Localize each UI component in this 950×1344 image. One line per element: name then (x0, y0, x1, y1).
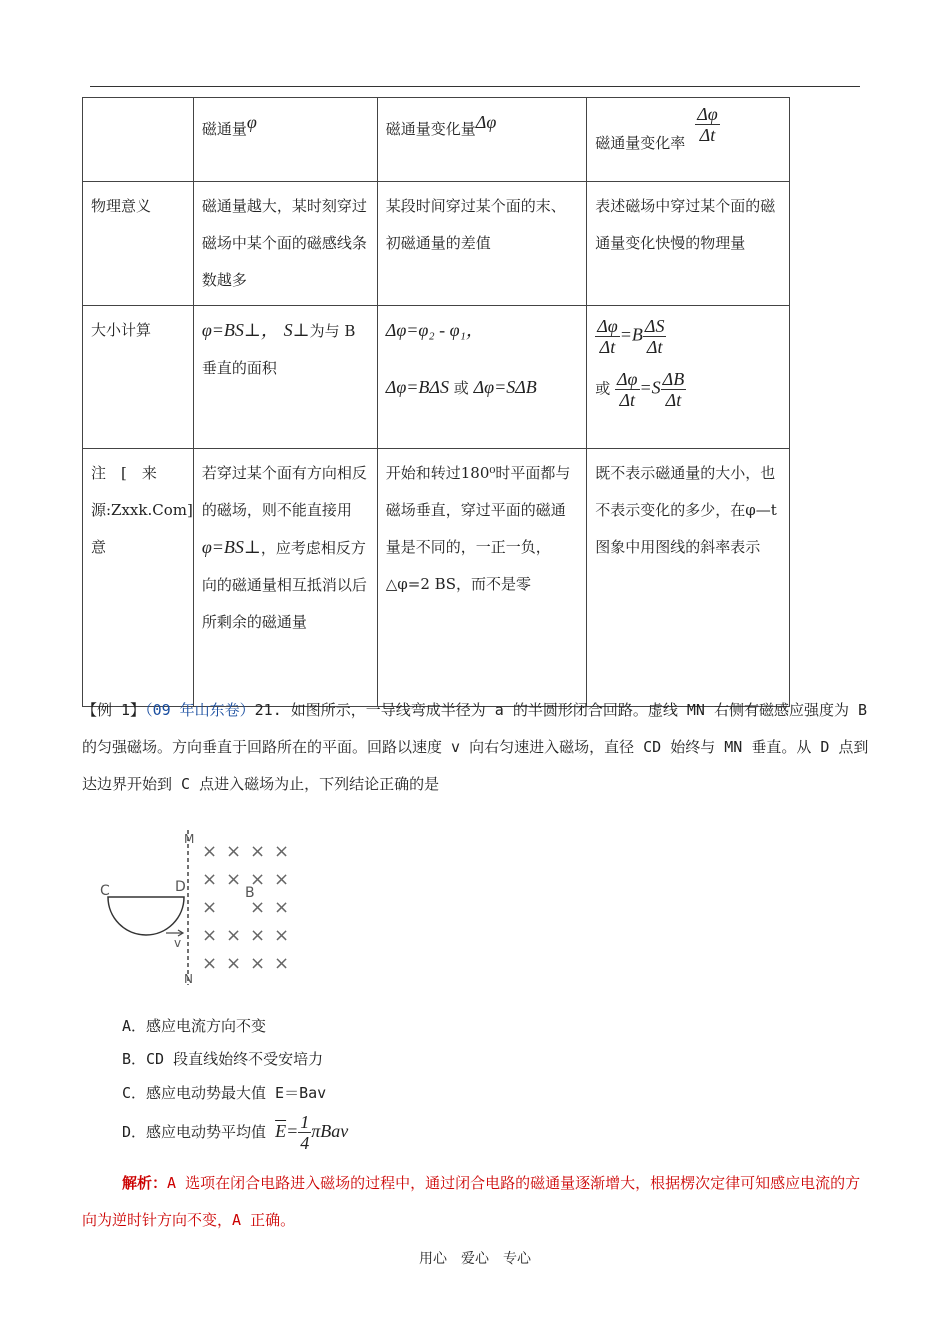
field-cross: × (250, 869, 266, 890)
or-text-rate: 或 (595, 379, 611, 398)
example-tag: 【例 1】 (82, 701, 146, 719)
field-cross: × (250, 953, 266, 974)
cell-calc-flux (193, 306, 377, 449)
formula-delta-phi: Δφ=φ₂ - φ₁， (385, 320, 484, 340)
field-cross: × (274, 869, 290, 890)
cell-note-change: 开始和转过180⁰时平面都与磁场垂直，穿过平面的磁通量是不同的，一正一负，△φ=2 BS，而不是零 (377, 449, 586, 707)
delta-phi-symbol: Δφ (475, 112, 497, 132)
table-row (83, 449, 790, 707)
cell-meaning-rate: 表述磁场中穿过某个面的磁通量变化快慢的物理量 (587, 182, 790, 306)
example-source: （09 年山东卷） (145, 701, 255, 719)
header-flux (193, 98, 377, 182)
label-b: B (245, 885, 255, 901)
cell-note-flux (193, 449, 377, 707)
table-row (83, 182, 790, 306)
option-d-fraction (298, 1112, 311, 1153)
label-d: D (175, 879, 186, 895)
example-question (82, 692, 872, 803)
header-flux-rate-text: 磁通量变化率 (595, 134, 686, 152)
field-cross: × (274, 953, 290, 974)
field-cross: × (274, 897, 290, 918)
field-cross: × (250, 897, 266, 918)
header-flux-text: 磁通量 (201, 120, 247, 138)
rate-num: Δφ (697, 104, 718, 124)
field-cross: × (202, 869, 218, 890)
label-m: M (184, 832, 195, 846)
option-d-e: $\overline{E}$ (275, 1121, 287, 1141)
or-text: 或 (453, 379, 469, 397)
phi-symbol: φ (246, 112, 257, 132)
label-c: C (100, 883, 110, 899)
label-n: N (184, 972, 193, 986)
field-cross: × (202, 953, 218, 974)
cell-meaning-flux: 磁通量越大，某时刻穿过磁场中某个面的磁感线条数越多 (193, 182, 377, 306)
cell-note-rate: 既不表示磁通量的大小，也不表示变化的多少，在φ—t 图象中用图线的斜率表示 (587, 449, 790, 707)
header-flux-change-text: 磁通量变化量 (385, 120, 476, 138)
analysis-text: A 选项在闭合电路进入磁场的过程中，通过闭合电路的磁通量逐渐增大，根据楞次定律可知感应电流的方向为逆时针方向不变，A 正确。 (82, 1174, 861, 1229)
header-flux-rate (587, 98, 790, 182)
row-label-calc: 大小计算 (83, 306, 194, 449)
label-v: v (174, 936, 182, 950)
option-b: B．CD 段直线始终不受安培力 (122, 1050, 324, 1068)
formula-sdb: Δφ=SΔB (473, 377, 537, 397)
calc-flux-text: 为与 B 垂直的面积 (201, 322, 356, 377)
formula-rate-b: $\frac{\Delta\varphi}{\Delta t}$ =B $\frac{\Delta S}{\Delta t}$ (597, 316, 665, 357)
cell-calc-change (377, 306, 586, 449)
formula-rate-s: 或 $\frac{\Delta\varphi}{\Delta t}$ =S $\frac{\Delta B}{\Delta t}$ (595, 369, 685, 410)
table-header-row (83, 98, 790, 182)
field-cross: × (226, 841, 242, 862)
option-d-num: 1 (300, 1112, 310, 1132)
option-c: C．感应电动势最大值 E＝Bav (122, 1084, 327, 1102)
s-perp: S⊥ (283, 320, 310, 340)
note-label-b: 源:Zxxk.Com] (91, 501, 193, 519)
row-label-note (83, 449, 194, 707)
option-d-den: 4 (300, 1133, 310, 1153)
field-cross: × (202, 841, 218, 862)
cell-meaning-change: 某段时间穿过某个面的末、初磁通量的差值 (377, 182, 586, 306)
analysis (82, 1165, 872, 1239)
note-flux-b: ，应考虑相反方向的磁通量相互抵消以后所剩余的磁通量 (201, 539, 367, 631)
comparison-table (82, 97, 790, 707)
field-cross: × (250, 925, 266, 946)
field-cross: × (202, 925, 218, 946)
field-cross: × (226, 869, 242, 890)
table-corner (83, 98, 194, 182)
rate-den: Δt (699, 125, 716, 145)
formula-bds: Δφ=BΔS (385, 377, 449, 397)
field-cross: × (274, 841, 290, 862)
header-flux-change (377, 98, 586, 182)
note-flux-formula: φ=BS⊥ (201, 537, 261, 557)
header-rule (90, 86, 860, 87)
field-cross: × (274, 925, 290, 946)
semicircle-loop (108, 897, 184, 935)
field-cross: × (226, 953, 242, 974)
circuit-figure (90, 825, 320, 990)
field-cross: × (250, 841, 266, 862)
page-footer: 用心 爱心 专心 (419, 1251, 531, 1267)
note-label-a: 注 [ 来 (91, 464, 157, 482)
note-label-c: 意 (91, 538, 107, 556)
note-flux-a: 若穿过某个面有方向相反的磁场，则不能直接用 (201, 464, 367, 519)
option-d-rhs: πBav (311, 1121, 349, 1141)
row-label-meaning: 物理意义 (83, 182, 194, 306)
field-cross: × (202, 897, 218, 918)
option-d-text: D．感应电动势平均值 (122, 1123, 267, 1141)
magnetic-field-crosses (202, 841, 289, 974)
option-d: D．感应电动势平均值 $\overline{E}=$ $\frac{1}{4}$ πBav (122, 1112, 349, 1153)
example-text: 21. 如图所示，一导线弯成半径为 a 的半圆形闭合回路。虚线 MN 右侧有磁感应强度为 B 的匀强磁场。方向垂直于回路所在的平面。回路以速度 v 向右匀速进入磁场，直径 CD 始终与 MN 垂直。从 D 点到达边界开始到 C 点进入磁场为止，下列结论正确的是 (82, 701, 869, 793)
option-a: A．感应电流方向不变 (122, 1017, 267, 1035)
analysis-label: 解析： (122, 1174, 168, 1192)
rate-fraction (695, 104, 720, 145)
cell-calc-rate (587, 306, 790, 449)
formula-flux: φ=BS⊥， (201, 320, 279, 340)
field-cross: × (226, 925, 242, 946)
table-row (83, 306, 790, 449)
